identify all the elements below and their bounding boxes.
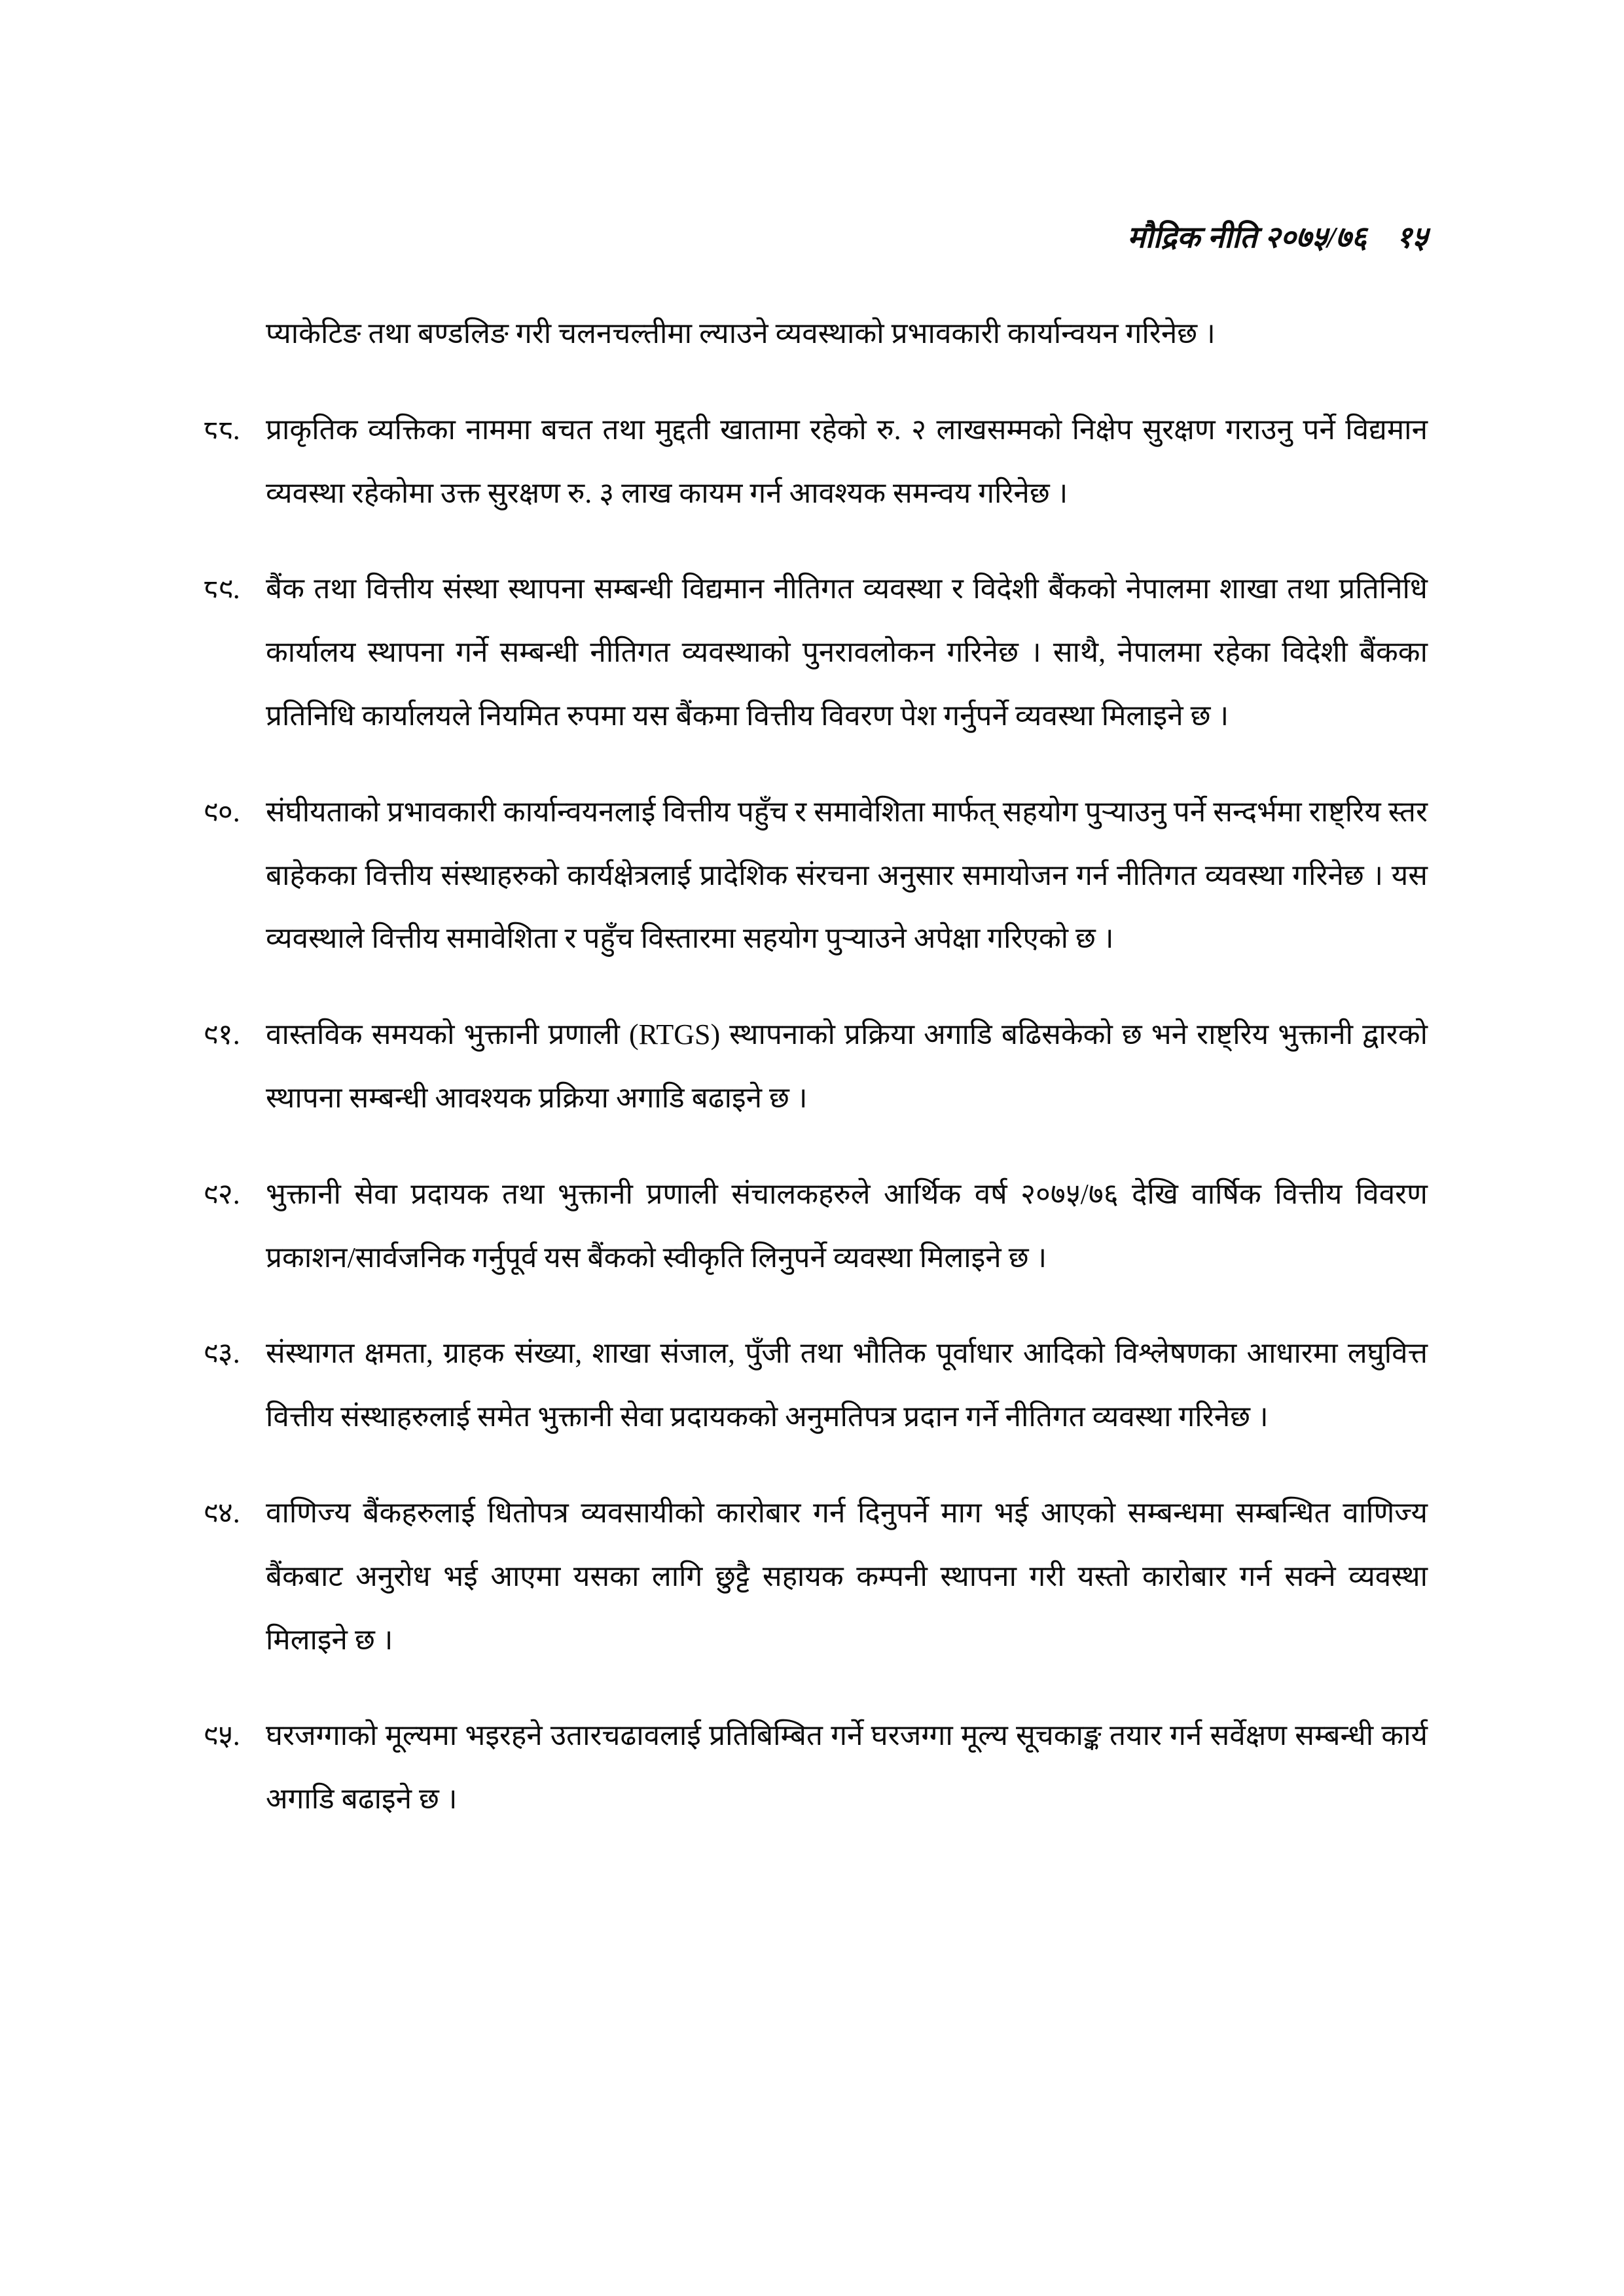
paragraph: [203, 1704, 1428, 1831]
page-number: १५: [1396, 221, 1428, 254]
paragraph-text: वाणिज्य बैंकहरुलाई धितोपत्र व्यवसायीको कारोबार गर्न दिनुपर्ने माग भई आएको सम्बन्धमा सम्बन्धित वाणिज्य बैंकबाट अनुरोध भई आएमा यसका लागि छुट्टै सहायक कम्पनी स्थापना गरी यस्तो कारोबार गर्न सक्ने व्यवस्था मिलाइने छ ।: [266, 1496, 1428, 1656]
paragraph: [203, 781, 1428, 971]
paragraph-number: ८८.: [203, 413, 240, 446]
paragraph-text: प्याकेटिङ तथा बण्डलिङ गरी चलनचल्तीमा ल्याउने व्यवस्थाको प्रभावकारी कार्यान्वयन गरिनेछ ।: [266, 317, 1216, 350]
paragraph-number: ९१.: [203, 1018, 240, 1051]
paragraph-number: ८९.: [203, 573, 240, 605]
paragraph: [203, 302, 1428, 366]
paragraph: [203, 558, 1428, 747]
paragraph: [203, 399, 1428, 526]
paragraph-number: [203, 302, 266, 366]
paragraph-number: ९३.: [203, 1337, 240, 1370]
paragraph: [203, 1482, 1428, 1672]
paragraph-number: ९०.: [203, 795, 240, 828]
paragraph-text: प्राकृतिक व्यक्तिका नाममा बचत तथा मुद्दती खातामा रहेको रु. २ लाखसम्मको निक्षेप सुरक्षण गराउनु पर्ने विद्यमान व्यवस्था रहेकोमा उक्त सुरक्षण रु. ३ लाख कायम गर्न आवश्यक समन्वय गरिनेछ ।: [266, 413, 1428, 509]
paragraph-text: संघीयताको प्रभावकारी कार्यान्वयनलाई वित्तीय पहुँच र समावेशिता मार्फत् सहयोग पुर्‍याउनु पर्ने सन्दर्भमा राष्ट्रिय स्तर बाहेकका वित्तीय संस्थाहरुको कार्यक्षेत्रलाई प्रादेशिक संरचना अनुसार समायोजन गर्न नीतिगत व्यवस्था गरिनेछ । यस व्यवस्थाले वित्तीय समावेशिता र पहुँच विस्तारमा सहयोग पुर्‍याउने अपेक्षा गरिएको छ ।: [266, 795, 1428, 955]
paragraph-text: बैंक तथा वित्तीय संस्था स्थापना सम्बन्धी विद्यमान नीतिगत व्यवस्था र विदेशी बैंकको नेपालमा शाखा तथा प्रतिनिधि कार्यालय स्थापना गर्ने सम्बन्धी नीतिगत व्यवस्थाको पुनरावलोकन गरिनेछ । साथै, नेपालमा रहेका विदेशी बैंकका प्रतिनिधि कार्यालयले नियमित रुपमा यस बैंकमा वित्तीय विवरण पेश गर्नुपर्ने व्यवस्था मिलाइने छ ।: [266, 573, 1428, 732]
paragraph-number: ९४.: [203, 1496, 240, 1529]
page-header: [203, 216, 1428, 257]
paragraph-text: भुक्तानी सेवा प्रदायक तथा भुक्तानी प्रणाली संचालकहरुले आर्थिक वर्ष २०७५/७६ देखि वार्षिक वित्तीय विवरण प्रकाशन/सार्वजनिक गर्नुपूर्व यस बैंकको स्वीकृति लिनुपर्ने व्यवस्था मिलाइने छ ।: [266, 1177, 1428, 1274]
paragraph-text: वास्तविक समयको भुक्तानी प्रणाली (RTGS) स्थापनाको प्रक्रिया अगाडि बढिसकेको छ भने राष्ट्रिय भुक्तानी द्वारको स्थापना सम्बन्धी आवश्यक प्रक्रिया अगाडि बढाइने छ ।: [266, 1018, 1428, 1114]
paragraph-list: [203, 302, 1428, 1831]
paragraph: [203, 1322, 1428, 1449]
paragraph: [203, 1163, 1428, 1290]
paragraph: [203, 1003, 1428, 1130]
paragraph-text: घरजग्गाको मूल्यमा भइरहने उतारचढावलाई प्रतिबिम्बित गर्ने घरजग्गा मूल्य सूचकाङ्क तयार गर्न सर्वेक्षण सम्बन्धी कार्य अगाडि बढाइने छ ।: [266, 1719, 1428, 1816]
header-title: मौद्रिक नीति २०७५/७६: [1127, 221, 1367, 254]
paragraph-number: ९५.: [203, 1719, 240, 1752]
paragraph-number: ९२.: [203, 1177, 240, 1210]
paragraph-text: संस्थागत क्षमता, ग्राहक संख्या, शाखा संजाल, पुँजी तथा भौतिक पूर्वाधार आदिको विश्लेषणका आधारमा लघुवित्त वित्तीय संस्थाहरुलाई समेत भुक्तानी सेवा प्रदायकको अनुमतिपत्र प्रदान गर्ने नीतिगत व्यवस्था गरिनेछ ।: [266, 1337, 1428, 1433]
